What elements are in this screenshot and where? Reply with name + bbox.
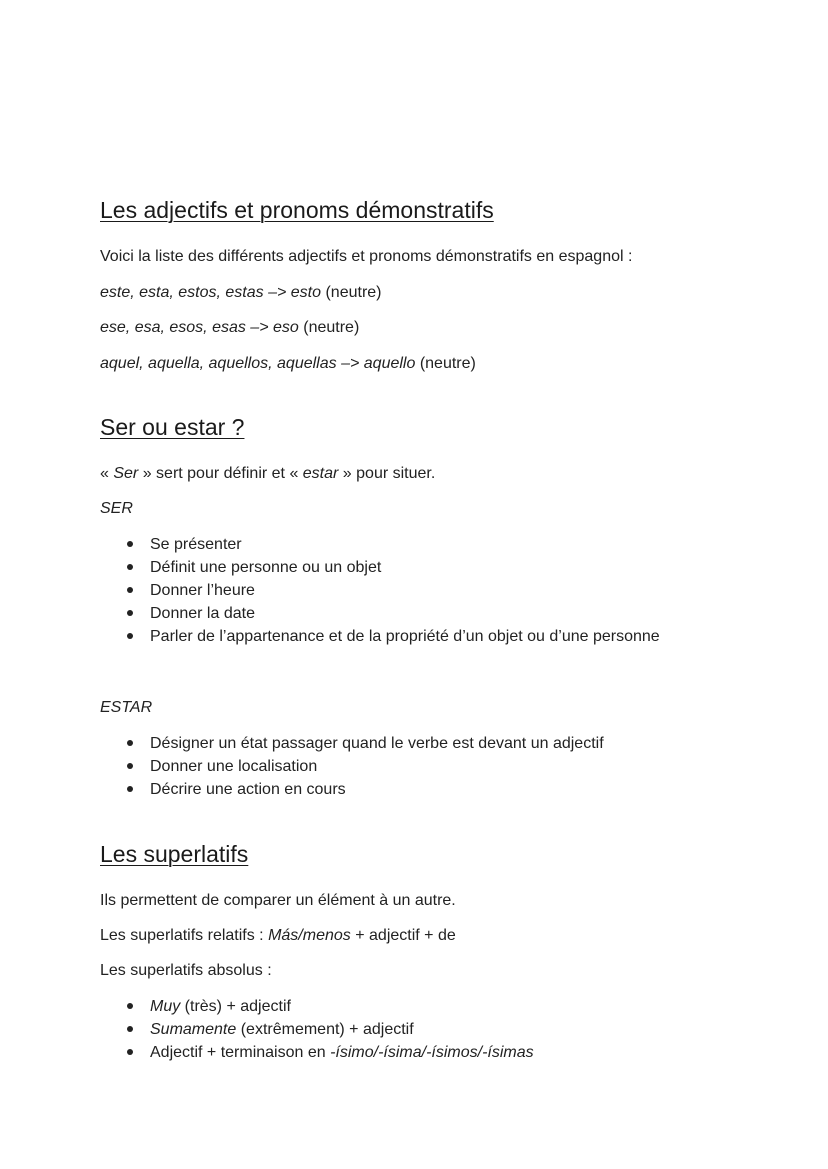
- section-demonstratives: [100, 196, 768, 224]
- list-item: [100, 625, 768, 648]
- list-item-text: Donner une localisation: [150, 758, 318, 775]
- arrow: –>: [336, 355, 364, 372]
- bullet-icon: [127, 1026, 133, 1032]
- list-item-italic: Muy: [150, 998, 181, 1015]
- demonstrative-line-1-wrap: [100, 283, 768, 303]
- estar-list-wrap: [100, 732, 768, 801]
- relative-superlatives: [100, 926, 768, 946]
- list-item-text: Décrire une action en cours: [150, 781, 346, 798]
- heading-ser-estar: Ser ou estar ?: [100, 414, 245, 440]
- list-item: [100, 732, 768, 755]
- ser-estar-intro: [100, 464, 768, 484]
- list-item: [100, 1041, 768, 1064]
- bullet-icon: [127, 786, 133, 792]
- ser-label: SER: [100, 500, 133, 517]
- list-item-text: Donner l’heure: [150, 582, 255, 599]
- bullet-icon: [127, 633, 133, 639]
- demonstrative-line-2-wrap: [100, 318, 768, 338]
- list-item: [100, 533, 768, 556]
- absolute-list-wrap: [100, 995, 768, 1064]
- absolute-superlatives-list: [100, 995, 768, 1064]
- forms: aquel, aquella, aquellos, aquellas: [100, 355, 337, 372]
- forms: este, esta, estos, estas: [100, 284, 264, 301]
- demonstratives-intro-wrap: [100, 247, 768, 267]
- list-item-italic: -ísimo/-ísima/-ísimos/-ísimas: [330, 1044, 534, 1061]
- bullet-icon: [127, 610, 133, 616]
- list-item: [100, 755, 768, 778]
- intro-text: » pour situer.: [338, 465, 436, 482]
- estar-label-wrap: [100, 698, 768, 718]
- ser-list-wrap: [100, 533, 768, 648]
- list-item: [100, 995, 768, 1018]
- relative-superlatives-wrap: [100, 926, 768, 946]
- list-item: [100, 602, 768, 625]
- list-item-text: Donner la date: [150, 605, 255, 622]
- neutral-form: eso: [273, 319, 299, 336]
- note: (neutre): [415, 355, 476, 372]
- neutral-form: esto: [290, 284, 322, 301]
- list-item: [100, 1018, 768, 1041]
- list-item-text: Parler de l’appartenance et de la propriété d’un objet ou d’une personne: [150, 628, 660, 645]
- section-ser-estar: [100, 413, 768, 441]
- relative-rest: + adjectif + de: [350, 927, 456, 944]
- forms: ese, esa, esos, esas: [100, 319, 246, 336]
- bullet-icon: [127, 1003, 133, 1009]
- estar-label: ESTAR: [100, 699, 153, 716]
- superlatives-intro: Ils permettent de comparer un élément à un autre.: [100, 892, 456, 909]
- relative-label: Les superlatifs relatifs :: [100, 927, 269, 944]
- heading-demonstratives: Les adjectifs et pronoms démonstratifs: [100, 197, 494, 223]
- bullet-icon: [127, 587, 133, 593]
- superlatives-intro-wrap: [100, 891, 768, 911]
- list-item: [100, 556, 768, 579]
- list-item-text: Définit une personne ou un objet: [150, 559, 382, 576]
- arrow: –>: [245, 319, 273, 336]
- list-item-text: (extrêmement) + adjectif: [236, 1021, 414, 1038]
- absolute-superlatives-label-wrap: [100, 961, 768, 981]
- bullet-icon: [127, 564, 133, 570]
- bullet-icon: [127, 1049, 133, 1055]
- list-item-text: Se présenter: [150, 536, 242, 553]
- ser-estar-intro-wrap: [100, 464, 768, 484]
- intro-ser: Ser: [113, 465, 139, 482]
- demonstrative-line-1: [100, 283, 768, 303]
- section-superlatives: [100, 840, 768, 868]
- estar-list: [100, 732, 768, 801]
- absolute-superlatives-label: Les superlatifs absolus :: [100, 962, 272, 979]
- list-item: [100, 579, 768, 602]
- demonstrative-line-3: [100, 354, 768, 374]
- list-item-text: (très) + adjectif: [180, 998, 291, 1015]
- demonstrative-line-3-wrap: [100, 354, 768, 374]
- bullet-icon: [127, 763, 133, 769]
- list-item-text: Désigner un état passager quand le verbe est devant un adjectif: [150, 735, 604, 752]
- demonstratives-intro: Voici la liste des différents adjectifs et pronoms démonstratifs en espagnol :: [100, 248, 633, 265]
- intro-text: » sert pour définir et «: [138, 465, 303, 482]
- neutral-form: aquello: [363, 355, 416, 372]
- ser-label-wrap: [100, 499, 768, 519]
- note: (neutre): [298, 319, 360, 336]
- list-item-text: Adjectif + terminaison en: [150, 1044, 331, 1061]
- demonstrative-line-2: [100, 318, 768, 338]
- list-item-italic: Sumamente: [150, 1021, 237, 1038]
- ser-list: [100, 533, 768, 648]
- heading-superlatives: Les superlatifs: [100, 841, 249, 867]
- relative-words: Más/menos: [268, 927, 351, 944]
- intro-text: «: [100, 465, 114, 482]
- intro-estar: estar: [302, 465, 339, 482]
- bullet-icon: [127, 541, 133, 547]
- list-item: [100, 778, 768, 801]
- arrow: –>: [263, 284, 291, 301]
- note: (neutre): [321, 284, 382, 301]
- bullet-icon: [127, 740, 133, 746]
